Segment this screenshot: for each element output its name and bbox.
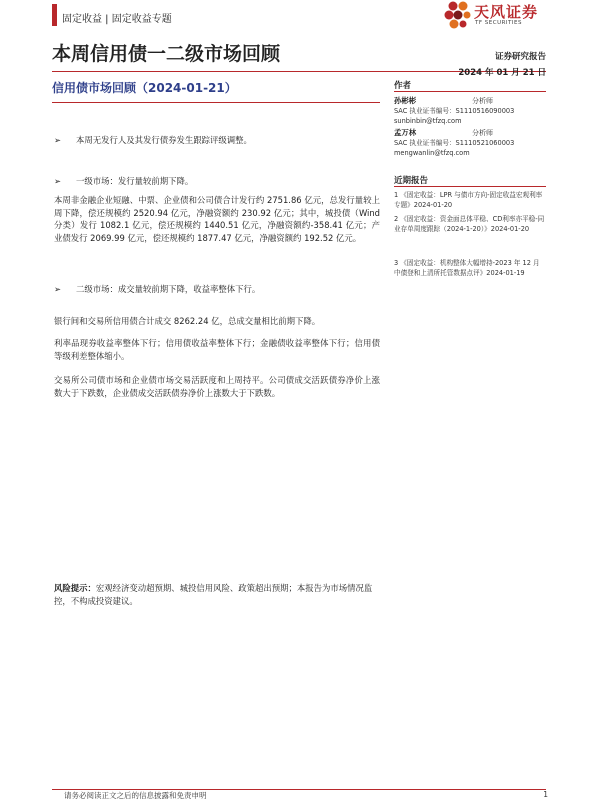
author-sac-number: SAC 执业证书编号：S1110521060003 (394, 139, 515, 147)
yield-paragraph: 利率品现券收益率整体下行；信用债收益率整体下行；金融债收益率整体下行；信用债等级利差整体缩小。 (54, 338, 380, 361)
bullet-text: 一级市场：发行量较前期下降。 (76, 176, 194, 186)
logo-text-cn: 天风证券 (474, 3, 539, 21)
author-card (394, 128, 546, 158)
author-email[interactable]: mengwanlin@tfzq.com (394, 149, 470, 157)
risk-label: 风险提示： (54, 583, 96, 593)
risk-warning (54, 582, 380, 607)
logo-mark-icon (444, 0, 472, 30)
header-accent-bar (52, 4, 57, 26)
footer-disclaimer: 请务必阅读正文之后的信息披露和免责申明 (64, 791, 207, 800)
author-name: 孟万林 (394, 128, 417, 137)
breadcrumb: 固定收益 | 固定收益专题 (62, 14, 172, 25)
author-role: 分析师 (472, 129, 493, 137)
arrow-bullet-icon: ➢ (54, 135, 62, 145)
primary-market-paragraph: 本周非金融企业短融、中票、企业债和公司债合计发行约 2751.86 亿元，总发行量较上周下降，偿还规模约 2520.94 亿元，净融资额约 230.92 亿元；其中，城投债（Wind 分类）发行 1082.1 亿元，偿还规模约 1440.51 亿元，净融资额约-358.41 亿元；产业债发行 2069.99 亿元，偿还规模约 1877.47 亿元，净融资额约 192.52 亿元。 (54, 195, 380, 243)
company-logo (444, 0, 554, 30)
risk-text: 宏观经济变动超预期、城投信用风险、政策超出预期；本报告为市场情况监控，不构成投资建议。 (54, 583, 373, 606)
bullet-primary-market (54, 175, 193, 187)
authors-divider (394, 91, 546, 92)
author-card (394, 96, 546, 126)
exchange-market-paragraph: 交易所公司债市场和企业债市场交易活跃度和上周持平。公司债成交活跃债券净价上涨数大于下跌数，企业债成交活跃债券净价上涨数大于下跌数。 (54, 375, 380, 398)
arrow-bullet-icon: ➢ (54, 176, 62, 186)
page-number: 1 (543, 790, 548, 799)
report-subtitle: 信用债市场回顾（2024-01-21） (52, 81, 237, 95)
trading-volume-paragraph: 银行间和交易所信用债合计成交 8262.24 亿，总成交量相比前期下降。 (54, 316, 321, 326)
author-email[interactable]: sunbinbin@tfzq.com (394, 117, 462, 125)
recent-report-item[interactable]: 3 《固定收益：机构整体大幅增持-2023 年 12 月中债登和上清所托管数据点评》2024-01-19 (394, 259, 540, 277)
recent-reports-divider (394, 186, 546, 187)
report-date: 2024 年 01 月 21 日 (458, 68, 546, 78)
report-type: 证券研究报告 (494, 52, 546, 62)
bullet-text: 二级市场：成交量较前期下降，收益率整体下行。 (76, 284, 261, 294)
bullet-secondary-market (54, 283, 260, 295)
page-title: 本周信用债一二级市场回顾 (52, 43, 281, 65)
bullet-text: 本周无发行人及其发行债券发生跟踪评级调整。 (76, 135, 252, 145)
authors-heading: 作者 (394, 81, 412, 91)
recent-reports-heading: 近期报告 (394, 176, 429, 186)
author-sac-number: SAC 执业证书编号：S1110516090003 (394, 107, 515, 115)
author-name: 孙彬彬 (394, 96, 417, 105)
bullet-rating-adjustment (54, 134, 252, 146)
logo-text-en: TF SECURITIES (475, 20, 522, 26)
arrow-bullet-icon: ➢ (54, 284, 62, 294)
author-role: 分析师 (472, 97, 493, 105)
recent-report-item[interactable]: 2 《固定收益：资金面总体平稳、CD利率亦平稳-同业存单周度跟踪（2024-1-20）》2024-01-20 (394, 215, 545, 233)
subtitle-divider (52, 102, 380, 103)
recent-report-item[interactable]: 1 《固定收益：LPR 与债市方向-固定收益宏观利率专题》2024-01-20 (394, 191, 543, 209)
